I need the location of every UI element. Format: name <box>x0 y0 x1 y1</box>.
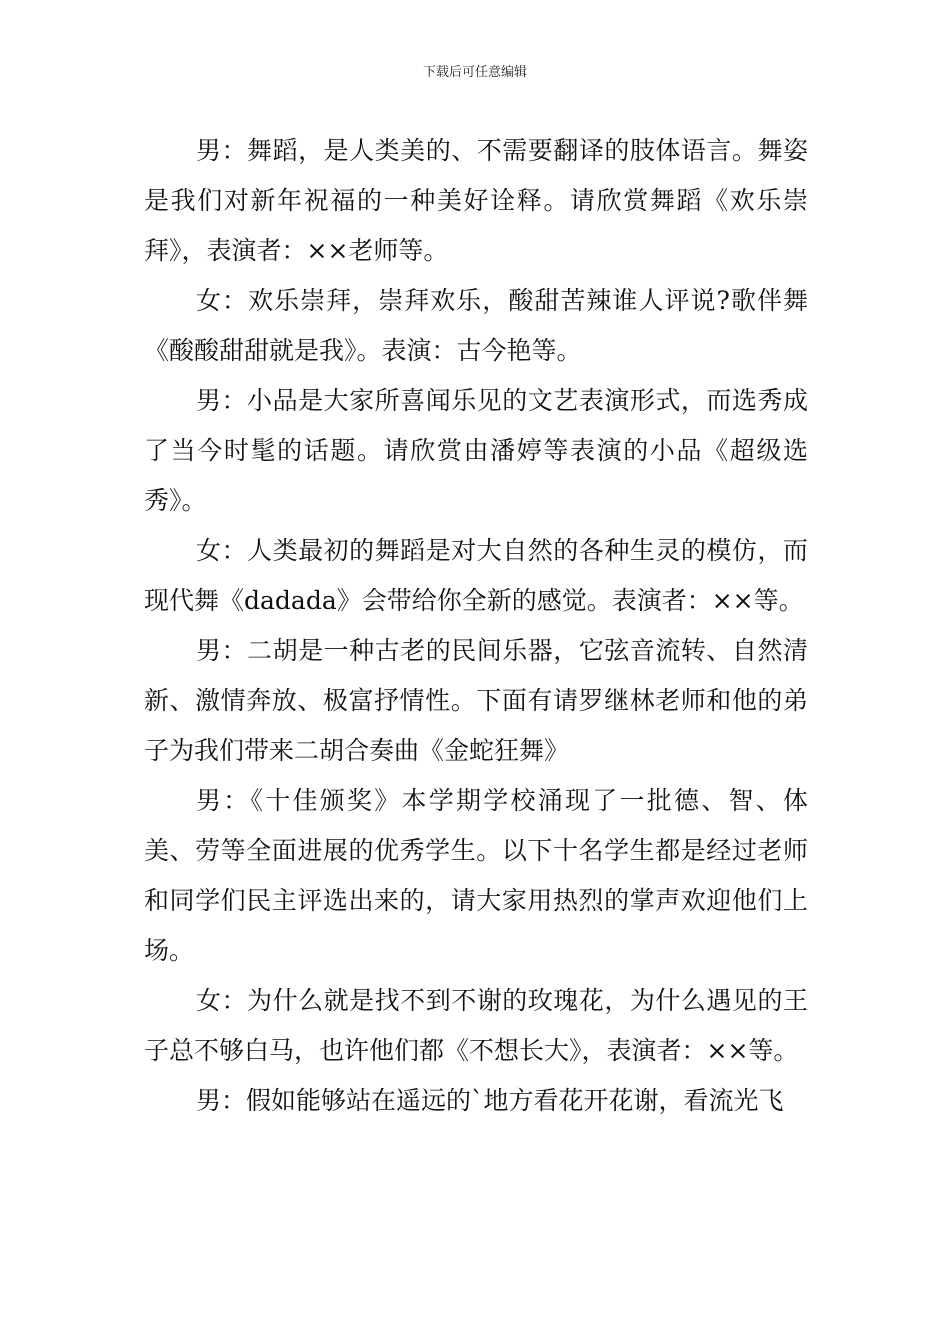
speaker-label: 男： <box>196 136 248 165</box>
paragraph-text: 人类最初的舞蹈是对大自然的各种生灵的模仿，而现代舞《dadada》会带给你全新的感觉。表演者：××等。 <box>144 536 808 615</box>
paragraph-2 <box>144 276 808 376</box>
speaker-label: 女： <box>196 536 248 565</box>
paragraph-1 <box>144 126 808 276</box>
document-body <box>144 126 808 1126</box>
paragraph-text: 《十佳颁奖》本学期学校涌现了一批德、智、体美、劳等全面进展的优秀学生。以下十名学生都是经过老师和同学们民主评选出来的，请大家用热烈的掌声欢迎他们上场。 <box>144 786 808 965</box>
paragraph-text: 欢乐崇拜，崇拜欢乐，酸甜苦辣谁人评说?歌伴舞《酸酸甜甜就是我》。表演：古今艳等。 <box>144 286 808 365</box>
paragraph-text: 小品是大家所喜闻乐见的文艺表演形式，而选秀成了当今时髦的话题。请欣赏由潘婷等表演的小品《超级选秀》。 <box>144 386 808 515</box>
paragraph-5 <box>144 626 808 776</box>
speaker-label: 女： <box>196 986 248 1015</box>
speaker-label: 男： <box>196 386 248 415</box>
paragraph-text: 舞蹈，是人类美的、不需要翻译的肢体语言。舞姿是我们对新年祝福的一种美好诠释。请欣赏舞蹈《欢乐崇拜》，表演者：××老师等。 <box>144 136 808 265</box>
speaker-label: 女： <box>196 286 249 315</box>
paragraph-text: 假如能够站在遥远的`地方看花开花谢，看流光飞 <box>246 1086 784 1115</box>
speaker-label: 男： <box>196 1086 247 1115</box>
speaker-label: 男： <box>196 636 248 665</box>
paragraph-6 <box>144 776 808 976</box>
paragraph-7 <box>144 976 808 1076</box>
paragraph-text: 二胡是一种古老的民间乐器，它弦音流转、自然清新、激情奔放、极富抒情性。下面有请罗继林老师和他的弟子为我们带来二胡合奏曲《金蛇狂舞》 <box>144 636 808 765</box>
page-header: 下载后可任意编辑 <box>422 65 527 80</box>
paragraph-8 <box>144 1076 808 1126</box>
paragraph-4 <box>144 526 808 626</box>
speaker-label: 男： <box>196 786 251 815</box>
paragraph-3 <box>144 376 808 526</box>
paragraph-text: 为什么就是找不到不谢的玫瑰花，为什么遇见的王子总不够白马，也许他们都《不想长大》，表演者：××等。 <box>144 986 808 1065</box>
